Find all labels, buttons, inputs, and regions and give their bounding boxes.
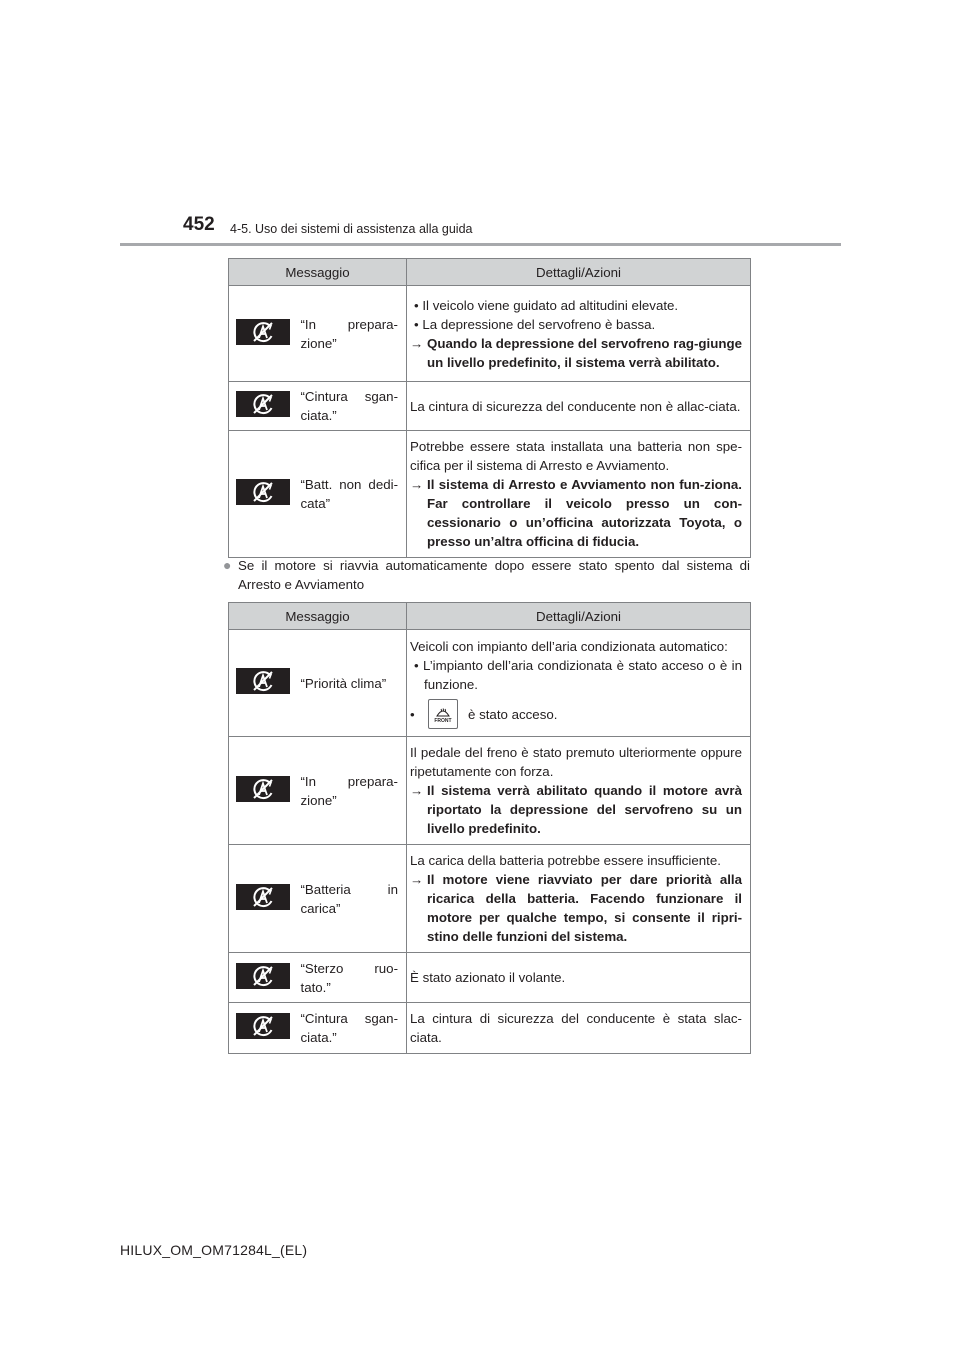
message-text: “In prepara-zione” — [299, 737, 407, 845]
column-header-details: Dettagli/Azioni — [407, 603, 751, 630]
details-cell — [407, 286, 751, 382]
stop-start-symbol — [250, 1014, 276, 1038]
arrow-icon: → — [410, 783, 424, 798]
column-header-message: Messaggio — [229, 603, 407, 630]
details-text: La carica della batteria potrebbe essere insufficiente. — [410, 853, 721, 868]
bullet-icon: ● — [223, 557, 232, 573]
stop-start-off-icon — [236, 319, 290, 345]
message-table-1 — [228, 258, 751, 558]
stop-start-symbol — [250, 320, 276, 344]
message-text: “Cintura sgan-ciata.” — [299, 1003, 407, 1054]
details-text: La cintura di sicurezza del conducente è stata slac-ciata. — [407, 1003, 751, 1054]
intro-paragraph — [223, 556, 750, 594]
front-defogger-button-icon: FRONT — [428, 699, 458, 729]
table-row — [229, 737, 751, 845]
details-cell — [407, 431, 751, 558]
action-text: → Quando la depressione del servofreno rag-giunge un livello predefinito, il sistema verrà abilitato. — [410, 335, 742, 370]
table-row — [229, 953, 751, 1003]
table-row — [229, 1003, 751, 1054]
detail-bullet: • L’impianto dell’aria condizionata è stato acceso o è in funzione. — [414, 658, 742, 692]
message-text: “Batteria in carica” — [299, 845, 407, 953]
message-text: “In prepara-zione” — [299, 286, 407, 382]
arrow-icon: → — [410, 335, 424, 351]
details-cell — [407, 737, 751, 845]
details-text: Veicoli con impianto dell’aria condizionata automatico: — [410, 639, 728, 654]
table-row — [229, 286, 751, 382]
details-text: Il pedale del freno è stato premuto ulteriormente oppure ripetutamente con forza. — [410, 745, 742, 779]
stop-start-off-icon — [236, 479, 290, 505]
message-text: “Sterzo ruo-tato.” — [299, 953, 407, 1003]
detail-bullet: • La depressione del servofreno è bassa. — [414, 316, 656, 332]
table-header-row — [229, 603, 751, 630]
action-text: → Il motore viene riavviato per dare priorità alla ricarica della batteria. Facendo funzionare il motore per qualche tempo, si consente il ripri-stino delle funzioni del sistema. — [410, 872, 742, 944]
page-number: 452 — [183, 214, 215, 235]
front-defogger-line: • FRONT è stato acceso. — [410, 699, 742, 729]
defogger-icon — [436, 705, 450, 717]
arrow-icon: → — [410, 872, 424, 887]
stop-start-off-icon — [236, 668, 290, 694]
stop-start-symbol — [250, 885, 276, 909]
stop-start-symbol — [250, 480, 276, 504]
details-cell — [407, 630, 751, 737]
stop-start-symbol — [250, 777, 276, 801]
stop-start-off-icon — [236, 963, 290, 989]
stop-start-symbol — [250, 392, 276, 416]
intro-text: Se il motore si riavvia automaticamente dopo essere stato spento dal sistema di Arresto e Avviamento — [238, 558, 750, 592]
details-text: Potrebbe essere stata installata una batteria non spe-cifica per il sistema di Arresto e Avviamento. — [410, 439, 742, 473]
details-text: È stato azionato il volante. — [407, 953, 751, 1003]
detail-bullet: • Il veicolo viene guidato ad altitudini elevate. — [414, 297, 679, 313]
section-title: 4-5. Uso dei sistemi di assistenza alla guida — [230, 222, 473, 236]
message-text: “Cintura sgan-ciata.” — [299, 382, 407, 431]
table-row — [229, 382, 751, 431]
stop-start-off-icon — [236, 884, 290, 910]
table-row — [229, 845, 751, 953]
message-text: “Batt. non dedi-cata” — [299, 431, 407, 558]
details-cell — [407, 845, 751, 953]
table-header-row — [229, 259, 751, 286]
table-row — [229, 630, 751, 737]
message-table-2 — [228, 602, 751, 1054]
stop-start-symbol — [250, 964, 276, 988]
column-header-details: Dettagli/Azioni — [407, 259, 751, 286]
column-header-message: Messaggio — [229, 259, 407, 286]
message-text: “Priorità clima” — [299, 630, 407, 737]
details-text: La cintura di sicurezza del conducente non è allac-ciata. — [407, 382, 751, 431]
action-text: → Il sistema di Arresto e Avviamento non fun-ziona. Far controllare il veicolo presso un con-cessionario o un’officina autorizzata Toyota, o presso un’altra officina di fiducia. — [410, 477, 742, 549]
header-divider — [120, 243, 841, 246]
arrow-icon: → — [410, 477, 424, 492]
stop-start-off-icon — [236, 391, 290, 417]
stop-start-off-icon — [236, 1013, 290, 1039]
stop-start-off-icon — [236, 776, 290, 802]
document-code: HILUX_OM_OM71284L_(EL) — [120, 1242, 308, 1258]
stop-start-symbol — [250, 669, 276, 693]
front-text: è stato acceso. — [468, 706, 558, 722]
table-row — [229, 431, 751, 558]
action-text: → Il sistema verrà abilitato quando il motore avrà riportato la depressione del servofreno su un livello predefinito. — [410, 783, 742, 836]
